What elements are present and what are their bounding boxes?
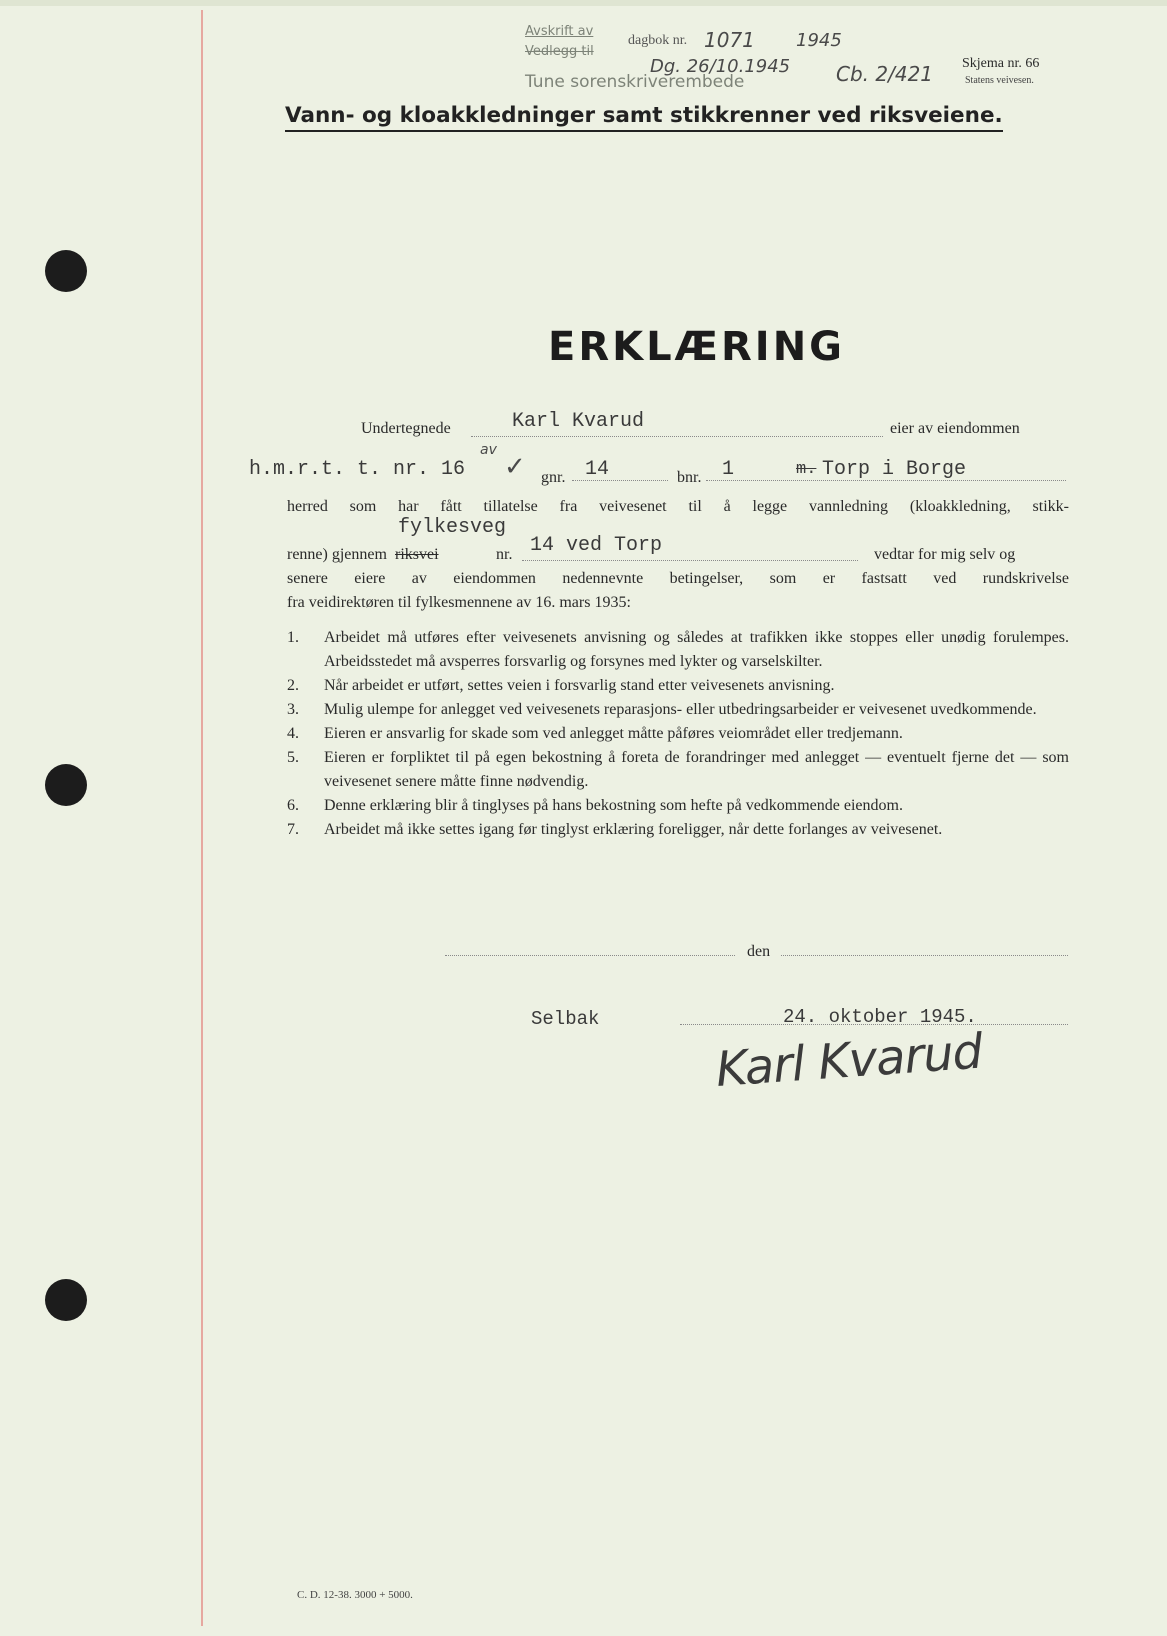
stamp-avskrift: Avskrift av — [525, 24, 594, 39]
typed-fylkesveg: fylkesveg — [398, 516, 507, 539]
skjema-label: Skjema nr. 66 — [962, 56, 1040, 71]
road-fill-line — [522, 560, 858, 561]
punch-hole-top — [45, 250, 87, 292]
struck-riksvei: riksvei — [395, 546, 439, 563]
check-mark: ✓ — [504, 452, 526, 482]
date-fill-line-1 — [781, 955, 1068, 956]
nr-label: nr. — [496, 546, 513, 563]
typed-place: Selbak — [531, 1008, 600, 1030]
undertegnede-label: Undertegnede — [361, 420, 451, 437]
paragraph-line-3: fra veidirektøren til fylkesmennene av 16. mars 1935: — [287, 594, 631, 611]
paragraph-line-1: herred som har fått tillatelse fra veivesenet til å legge vannledning (kloakkledning, stikk- — [287, 498, 1069, 515]
print-code: C. D. 12-38. 3000 + 5000. — [297, 1589, 413, 1601]
stamp-dagbok-label: dagbok nr. — [628, 33, 688, 48]
condition-item: 6. Denne erklæring blir å tinglyses på hans bekostning som hefte på vedkommende eiendom. — [287, 797, 903, 814]
condition-item: 5. Eieren er forpliktet til på egen bekostning å foreta de forandringer med anlegget — eventuelt fjerne det — som veivesenet senere måtte finne nødvendig. — [287, 749, 1069, 790]
signature: Karl Kvarud — [714, 1023, 984, 1098]
stamp-vedlegg-struck: Vedlegg til — [525, 44, 594, 59]
condition-item: 3. Mulig ulempe for anlegget ved veivesenets reparasjons- eller utbedringsarbeider er veivesenet uvedkommende. — [287, 701, 1037, 718]
hand-date: Dg. 26/10.1945 — [650, 56, 791, 77]
hand-year: 1945 — [796, 30, 842, 51]
stamp-office: Tune sorenskriverembede — [525, 72, 745, 92]
paragraph-line-2: senere eiere av eiendommen nedennevnte betingelser, som er fastsatt ved rundskrivelse — [287, 570, 1069, 587]
form-header-title: Vann- og kloakkledninger samt stikkrenner ved riksveiene. — [285, 103, 1003, 132]
hand-dagbok-number: 1071 — [704, 28, 755, 52]
bnr-value: 1 — [722, 458, 735, 481]
document-title: ERKLÆRING — [548, 324, 845, 370]
property-register: h.m.r.t. t. nr. 16 — [249, 458, 466, 481]
place-name: Torp i Borge — [822, 458, 967, 481]
struck-m: m. — [796, 460, 817, 479]
den-label: den — [747, 943, 771, 960]
owner-name: Karl Kvarud — [512, 410, 645, 433]
margin-line — [201, 10, 203, 1626]
vedtar-text: vedtar for mig selv og — [874, 546, 1016, 563]
scan-edge — [0, 0, 1167, 6]
bnr-label: bnr. — [677, 469, 702, 486]
condition-item: 7. Arbeidet må ikke settes igang før tinglyst erklæring foreligger, når dette forlanges av veivesenet. — [287, 821, 943, 838]
punch-hole-bottom — [45, 1279, 87, 1321]
road-value: 14 ved Torp — [530, 534, 663, 557]
name-fill-line — [471, 436, 883, 437]
renne-label: renne) gjennem — [287, 546, 387, 563]
hand-reference: Cb. 2/421 — [836, 62, 934, 86]
typed-date: 24. oktober 1945. — [783, 1006, 977, 1028]
hand-av-insert: av — [480, 442, 497, 458]
eier-label: eier av eiendommen — [890, 420, 1020, 437]
punch-hole-middle — [45, 764, 87, 806]
statens-label: Statens veivesen. — [965, 75, 1034, 86]
gnr-value: 14 — [585, 458, 610, 481]
condition-item: 4. Eieren er ansvarlig for skade som ved anlegget måtte påføres veiområdet eller tredjemann. — [287, 725, 903, 742]
condition-item: 2. Når arbeidet er utført, settes veien i forsvarlig stand etter veivesenets anvisning. — [287, 677, 835, 694]
condition-item: 1. Arbeidet må utføres efter veivesenets anvisning og således at trafikken ikke stoppes eller unødig forulempes. Arbeidsstedet må avsperres forsvarlig og forsynes med lykter og varselskilter. — [287, 629, 1069, 670]
conditions-list — [287, 626, 1069, 842]
place-fill-line-1 — [445, 955, 735, 956]
gnr-label: gnr. — [541, 469, 566, 486]
